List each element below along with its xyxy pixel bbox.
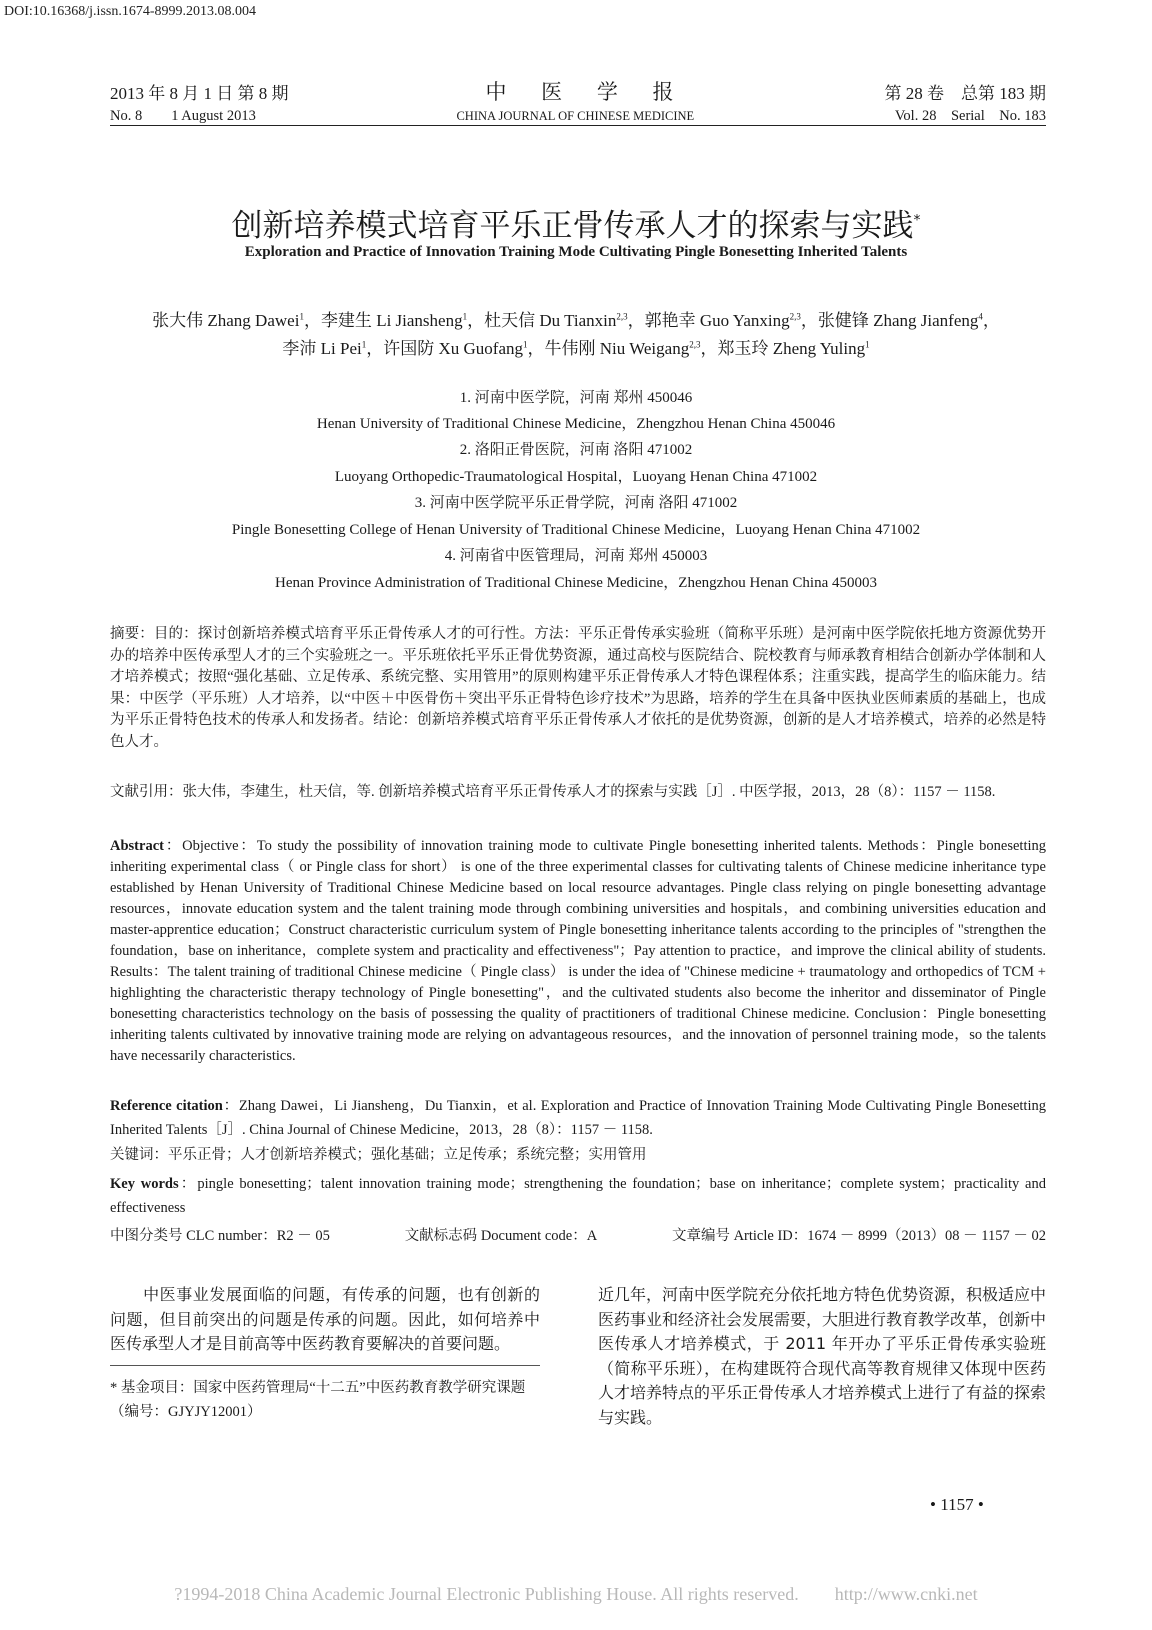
footnote-fund <box>110 1376 540 1424</box>
footnote-mark: * <box>110 1380 121 1396</box>
copyright-footer: ?1994-2018 China Academic Journal Electronic Publishing House. All rights reserved. http://www.cnki.net <box>174 1584 978 1604</box>
classification-codes <box>110 1224 1046 1245</box>
keywords-cn-text: 平乐正骨；人才创新培养模式；强化基础；立足传承；系统完整；实用管用 <box>168 1147 647 1163</box>
page-number: • 1157 • <box>930 1495 984 1514</box>
author-affil-sup: 2,3 <box>616 311 628 322</box>
author-name-en: Li Jiansheng <box>376 311 463 330</box>
body-column-right: 近几年，河南中医学院充分依托地方特色优势资源，积极适应中医药事业和经济社会发展需要，大胆进行教育教学改革，创新中医传承人才培养模式，于 2011 年开办了平乐正骨传承实验班（简称平乐班），在构建既符合现代高等教育规律又体现中医药人才培养特点的平乐正骨传承人才培养模式上进行了有益的探索与实践。 <box>598 1285 1047 1427</box>
abstract-en-label: Abstract <box>110 838 164 854</box>
citation-cn-text: 张大伟，李建生，杜天信，等. 创新培养模式培育平乐正骨传承人才的探索与实践［J］. 中医学报，2013，28（8）：1157 － 1158. <box>182 784 996 800</box>
author-name-en: Du Tianxin <box>539 311 617 330</box>
author-name-en: Zheng Yuling <box>772 339 866 358</box>
issue-date-en: No. 8 1 August 2013 <box>110 108 256 124</box>
volume-en: Vol. 28 Serial No. 183 <box>894 108 1046 124</box>
affiliation-4-en: Henan Province Administration of Traditional Chinese Medicine，Zhengzhou Henan China 450003 <box>275 575 877 591</box>
author-name-en: Guo Yanxing <box>699 311 790 330</box>
abstract-cn-label: 摘要： <box>110 626 154 642</box>
affiliation-4-cn: 4. 河南省中医管理局，河南 郑州 450003 <box>444 548 708 564</box>
abstract-cn <box>110 624 1046 753</box>
journal-header-en <box>110 104 1046 125</box>
clc-number: 中图分类号 CLC number：R2 － 05 <box>110 1228 330 1244</box>
affiliation-2-en: Luoyang Orthopedic-Traumatological Hospital，Luoyang Henan China 471002 <box>334 469 818 485</box>
footnote-rule <box>110 1365 540 1366</box>
abstract-cn-text: 目的：探讨创新培养模式培育平乐正骨传承人才的可行性。方法：平乐正骨传承实验班（简称平乐班）是河南中医学院依托地方资源优势开办的培养中医传承型人才的三个实验班之一。平乐班依托平乐正骨优势资源，通过高校与医院结合、院校教育与师承教育相结合创新办学体制和人才培养模式；按照“强化基础、立足传承、系统完整、实用管用”的原则构建平乐正骨传承人才特色课程体系；注重实践，提高学生的临床能力。结果：中医学（平乐班）人才培养，以“中医＋中医骨伤＋突出平乐正骨特色诊疗技术”为思路，培养的学生在具备中医执业医师素质的基础上，也成为平乐正骨特色技术的传承人和发扬者。结论：创新培养模式培育平乐正骨传承人才依托的是优势资源，创新的是人才培养模式，培养的必然是特色人才。 <box>110 626 1047 750</box>
citation-en-label: Reference citation <box>110 1098 223 1114</box>
author-affil-sup: 1 <box>361 339 367 350</box>
citation-cn <box>110 782 1046 804</box>
author-affil-sup: 2,3 <box>689 339 701 350</box>
author-name-cn: 牛伟刚 <box>544 339 596 358</box>
keywords-en-text: ：pingle bonesetting；talent innovation training mode；strengthening the foundation；base on inheritance；complete system；practicality and effectiveness <box>110 1176 1046 1216</box>
abstract-en-text: ：Objective：To study the possibility of innovation training mode to cultivate Pingle bonesetting inherited talents. Methods：Pingle bonesetting inheriting experimental class（ or Pingle class for short） is one of the three experimental classes for cultivating talents of Chinese medicine inheritance type established by Henan University of Traditional Chinese Medicine based on local resource advantages. Pingle class relying on pingle bonesetting advantage resources，innovate education system and the talent training mode through combining universities and hospitals，and combining universities education and master-apprentice education；Construct characteristic curriculum system of Pingle bonesetting inheritance talents according to the principles of "strengthen the foundation，base on inheritance，complete system and practicality and effectiveness"；Pay attention to practice，and improve the clinical ability of students. Results：The talent training of traditional Chinese medicine（ Pingle class） is under the idea of "Chinese medicine + traumatology and orthopedics of TCM + highlighting the characteristic therapy technology of Pingle bonesetting"，and the cultivated students also become the inheritor and disseminator of Pingle bonesetting characteristics technology on the basis of possessing the quality of practitioners of traditional Chinese medicine. Conclusion：Pingle bonesetting inheriting talents cultivated by innovative training mode are relying on advantageous resources，and the innovation of personnel training mode，so the talents have necessarily characteristics. <box>110 838 1046 1064</box>
author-name-en: Xu Guofang <box>438 339 523 358</box>
author-name-cn: 李沛 <box>282 339 317 358</box>
title-text: 创新培养模式培育平乐正骨传承人才的探索与实践 <box>231 208 914 244</box>
author-affil-sup: 1 <box>523 339 528 350</box>
authors-line-2: 李沛 Li Pei$^1$，许国防 Xu Guofang$^1$，牛伟刚 Niu Weigang$^{2,3}$，郑玉玲 Zheng Yuling$^1$ <box>282 339 870 358</box>
footnote-text: 国家中医药管理局“十二五”中医药教育教学研究课题（编号：GJYJY12001） <box>110 1380 526 1420</box>
author-name-cn: 郑玉玲 <box>717 339 769 358</box>
author-name-cn: 许国防 <box>383 339 435 358</box>
abstract-en <box>110 836 1046 1067</box>
article-id: 文章编号 Article ID：1674 － 8999（2013）08 － 1157 － 02 <box>671 1228 1046 1244</box>
author-name-en: Niu Weigang <box>599 339 690 358</box>
affiliation-3-cn: 3. 河南中医学院平乐正骨学院，河南 洛阳 471002 <box>414 495 738 511</box>
keywords-cn-label: 关键词： <box>110 1147 168 1163</box>
issue-date-cn: 2013 年 8 月 1 日 第 8 期 <box>110 84 289 103</box>
affiliation-3-en: Pingle Bonesetting College of Henan University of Traditional Chinese Medicine，Luoyang Henan China 471002 <box>231 522 921 538</box>
article-title-en: Exploration and Practice of Innovation Training Mode Cultivating Pingle Bonesetting Inherited Talents <box>244 244 908 260</box>
affiliation-1-cn: 1. 河南中医学院，河南 郑州 450046 <box>459 390 693 406</box>
journal-name-en: CHINA JOURNAL OF CHINESE MEDICINE <box>456 109 695 123</box>
author-affil-sup: 1 <box>462 311 468 322</box>
journal-header-cn <box>110 76 1046 106</box>
citation-cn-label: 文献引用： <box>110 784 183 800</box>
author-name-en: Li Pei <box>320 339 362 358</box>
affiliation-1-en: Henan University of Traditional Chinese Medicine，Zhengzhou Henan China 450046 <box>316 416 836 432</box>
author-name-en: Zhang Jianfeng <box>873 311 979 330</box>
author-affil-sup: 2,3 <box>789 311 801 322</box>
author-name-cn: 李建生 <box>320 311 372 330</box>
title-footnote-mark: * <box>913 212 921 229</box>
author-affil-sup: 4 <box>978 311 983 322</box>
body-column-left: 中医事业发展面临的问题，有传承的问题，也有创新的问题，但目前突出的问题是传承的问题。因此，如何培养中医传承型人才是目前高等中医药教育要解决的首要问题。 <box>110 1285 540 1353</box>
author-name-cn: 张大伟 <box>152 311 204 330</box>
keywords-en-label: Key words <box>110 1176 179 1192</box>
citation-en-text: ：Zhang Dawei，Li Jiansheng，Du Tianxin，et al. Exploration and Practice of Innovation Training Mode Cultivating Pingle Bonesetting Inherited Talents［J］. China Journal of Chinese Medicine，2013，28（8）：1157 － 1158. <box>110 1098 1046 1138</box>
header-rule <box>110 125 1046 126</box>
article-title-cn <box>0 200 1152 245</box>
author-affil-sup: 1 <box>299 311 304 322</box>
author-name-en: Zhang Dawei <box>207 311 300 330</box>
affiliation-2-cn: 2. 洛阳正骨医院，河南 洛阳 471002 <box>459 442 693 458</box>
journal-name-cn: 中 医 学 报 <box>485 80 688 104</box>
footnote-label: 基金项目： <box>120 1380 194 1396</box>
authors-line-1: 张大伟 Zhang Dawei$^1$，李建生 Li Jiansheng$^1$，杜天信 Du Tianxin$^{2,3}$，郭艳幸 Guo Yanxing$^{2,3}$，张健锋 Zhang Jianfeng$^4$， <box>152 311 1000 330</box>
author-name-cn: 郭艳幸 <box>644 311 696 330</box>
document-code: 文献标志码 Document code：A <box>404 1228 598 1244</box>
keywords-cn <box>110 1145 1046 1167</box>
author-name-cn: 杜天信 <box>484 311 536 330</box>
volume-cn: 第 28 卷 总第 183 期 <box>884 84 1046 103</box>
author-name-cn: 张健锋 <box>817 311 869 330</box>
citation-en <box>110 1094 1046 1142</box>
keywords-en <box>110 1172 1046 1220</box>
author-affil-sup: 1 <box>865 339 870 350</box>
doi-line: DOI:10.16368/j.issn.1674-8999.2013.08.004 <box>4 4 256 19</box>
